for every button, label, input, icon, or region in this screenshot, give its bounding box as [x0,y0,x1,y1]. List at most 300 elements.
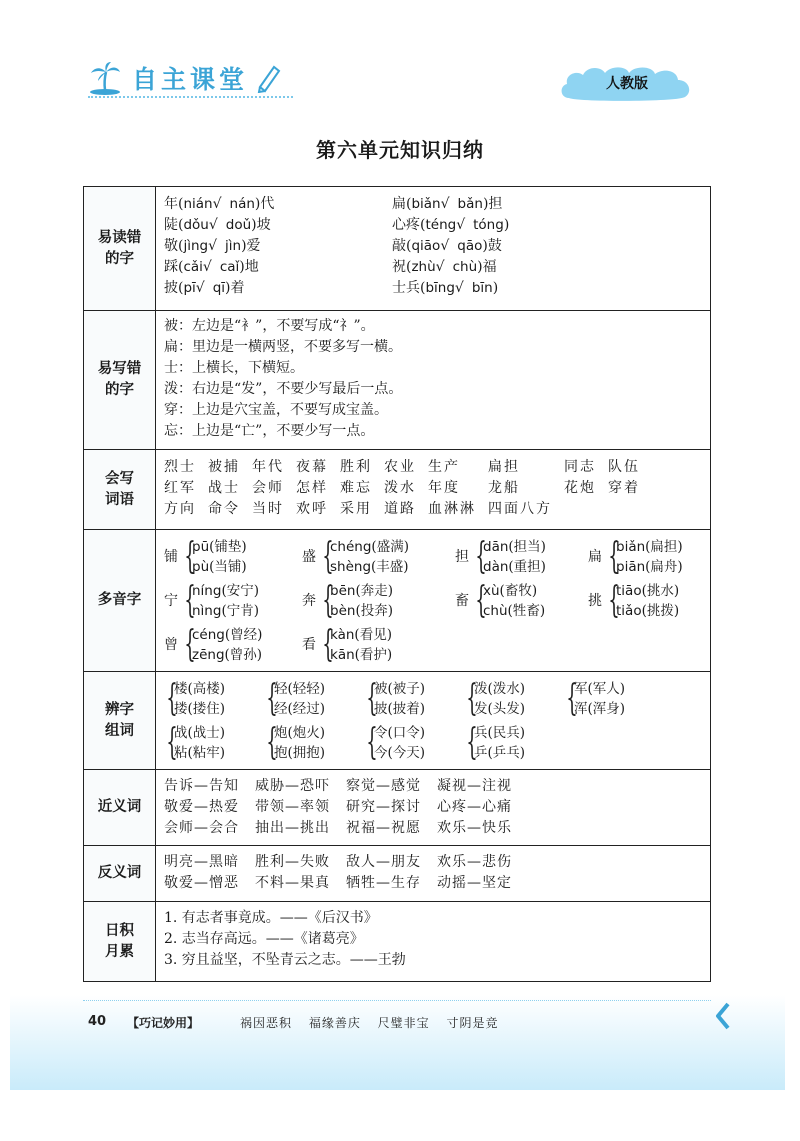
header-divider [88,96,293,98]
suffix: )担 [482,196,503,212]
synonym-pair: 带领—率领 [255,799,330,815]
word-item: 怎样 [296,480,328,496]
distinguish-item [364,722,464,764]
reading-pair [330,625,392,665]
pinyin: shèng [330,559,372,575]
distinguish-item [264,678,364,720]
poly-char: 挑 [588,592,602,609]
edition-label: 人教版 [606,76,648,92]
row-polyphonic [84,530,710,672]
word-pair [474,723,525,763]
pronunciation-item [392,236,652,257]
poly-char: 扁 [588,548,602,565]
brace-icon: { [266,722,278,763]
pinyin: dàn [483,559,509,575]
word-item: 夜幕 [296,459,328,475]
row-label: 反义词 [84,846,156,901]
pronunciation-item [164,194,392,215]
row-easy-misread [84,187,710,311]
synonym-pair: 祝福—祝愿 [346,820,421,836]
word-item: 难忘 [340,480,372,496]
synonym-pair: 研究—探讨 [346,799,421,815]
footer-label: 【巧记妙用】 [127,1016,200,1030]
row-content [156,672,710,769]
brace-icon: { [322,624,334,665]
reading-line [330,601,393,621]
wrong-pinyin: tóng [473,217,504,233]
wrong-pinyin: bǎn [457,196,483,212]
brace-icon: { [184,536,196,577]
reading-line [330,581,393,601]
reading-pair [616,537,683,577]
suffix: ) [503,217,510,233]
wrong-pinyin: jìn [225,238,242,254]
pronunciation-item [164,278,392,299]
polyphonic-item [455,580,588,622]
text-line: 泼：右边是“发”，不要少写最后一点。 [164,381,403,397]
word-item: 花炮 [564,480,596,496]
word-item: 会师 [252,480,284,496]
pinyin: nìng [192,603,222,619]
row-content [156,846,710,901]
correct-pinyin: pī [183,280,196,296]
brace-icon: { [366,678,378,719]
row-words [84,450,710,530]
row-easy-miswrite [84,311,710,450]
word-item: 泼水 [384,480,416,496]
word-item: 血淋淋 [428,501,476,517]
words-grid [164,457,702,520]
example-word: (看护) [354,647,393,663]
reading-line [483,601,545,621]
word-item: 被捕 [208,459,240,475]
word-item: 四面八方 [488,501,552,517]
pronunciation-item [164,257,392,278]
suffix: )爱 [241,238,261,254]
word-pair [474,679,525,719]
brace-icon: { [366,722,378,763]
row-content [156,187,710,310]
word: 搂(搂住) [174,701,226,717]
example-word: (曾孙) [224,647,263,663]
correct-pinyin: téng [425,217,457,233]
text-line: 扁：里边是一横两竖，不要多写一横。 [164,339,402,355]
example-word: (挑拨) [641,603,680,619]
correct-pinyin: jìng [183,238,209,254]
pinyin: kān [330,647,355,663]
word-item: 道路 [384,501,416,517]
word: 经(经过) [274,701,326,717]
row-label: 日积月累 [84,902,156,981]
word-pair [174,679,225,719]
polyphonic-item [164,536,302,578]
pronunciation-item [392,278,652,299]
word: 发(头发) [474,701,526,717]
example-word: (投奔) [355,603,393,619]
antonym-pair: 敌人—朋友 [346,854,421,870]
check-icon: √ [440,238,450,254]
polyphonic-item [164,580,302,622]
text-line: 被：左边是“衤”，不要写成“礻”。 [164,318,375,334]
antonym-pair: 胜利—失败 [255,854,330,870]
word-item: 扁担 [488,459,520,475]
reading-line [483,537,546,557]
char: 敲( [392,238,412,254]
example-word: (畜牧) [499,583,538,599]
example-word: (奔走) [355,583,393,599]
text-line: 3. 穷且益坚，不坠青云之志。——王勃 [164,952,406,968]
reading-line [483,557,546,577]
word-pair [174,723,225,763]
polyphonic-item [455,536,588,578]
antonym-pair: 欢乐—悲伤 [437,854,512,870]
word-item: 年度 [428,480,460,496]
polyphonic-grid [164,534,702,666]
footer-proverbs: 祸因恶积 福缘善庆 尺璧非宝 寸阴是竞 [240,1016,499,1030]
synonyms-grid [164,776,702,839]
polyphonic-item [588,580,698,622]
check-icon: √ [195,280,205,296]
word: 轻(轻轻) [274,681,326,697]
polyphonic-item [302,536,455,578]
char: 敬( [164,238,184,254]
wrong-pinyin: bīn [471,280,493,296]
reading-line [192,537,247,557]
pinyin: biǎn [616,539,646,555]
word: 被(被子) [374,681,426,697]
palm-tree-icon [88,60,122,96]
text-line: 士：上横长，下横短。 [164,360,304,376]
brace-icon: { [608,536,620,577]
pronunciation-item [392,194,652,215]
page-title: 第六单元知识归纳 [316,138,484,162]
pinyin: pū [192,539,210,555]
poly-char: 奔 [302,592,316,609]
wrong-pinyin: chù [452,259,478,275]
text-line: 2. 志当存高远。——《诸葛亮》 [164,931,364,947]
brace-icon: { [184,580,196,621]
pinyin: chù [483,603,508,619]
word-item: 农业 [384,459,416,475]
example-word: (曾经) [224,627,263,643]
footer-wave [10,995,785,1090]
word-pair [374,679,425,719]
suffix: )福 [477,259,497,275]
word-item: 命令 [208,501,240,517]
synonym-pair: 欢乐—快乐 [437,820,512,836]
char: 踩( [164,259,184,275]
suffix: )坡 [251,217,271,233]
char: 祝( [392,259,412,275]
reading-pair [330,537,409,577]
example-word: (挑水) [641,583,680,599]
synonym-pair: 敬爱—热爱 [164,799,239,815]
brace-icon: { [322,580,334,621]
reading-pair [616,581,679,621]
row-content [156,770,710,845]
brace-icon: { [266,678,278,719]
brand-title: 自主课堂 [132,65,249,94]
correct-pinyin: biǎn [411,196,441,212]
correct-pinyin: nián [183,196,213,212]
distinguish-item [564,678,664,720]
reading-pair [483,537,546,577]
brace-icon: { [466,678,478,719]
text-line: 忘：上边是“亡”，不要少写一点。 [164,423,375,439]
check-icon: √ [435,259,445,275]
row-daily [84,902,710,981]
row-label: 辨字组词 [84,672,156,769]
text-line: 1. 有志者事竟成。——《后汉书》 [164,910,378,926]
suffix: )代 [254,196,275,212]
text-line: 穿：上边是穴宝盖，不要写成宝盖。 [164,402,388,418]
word-pair [274,679,325,719]
word: 披(披着) [374,701,426,717]
word: 粘(粘牢) [174,745,226,761]
check-icon: √ [208,217,218,233]
poly-char: 看 [302,636,316,653]
word: 军(军人) [574,681,626,697]
example-word: (牲畜) [507,603,546,619]
word-item: 队伍 [608,459,640,475]
pinyin: dān [483,539,509,555]
word-item: 生产 [428,459,460,475]
word-item: 采用 [340,501,372,517]
word-pair [274,723,325,763]
word-pair [574,679,625,719]
pronunciation-item [164,236,392,257]
reading-pair [330,581,393,621]
pinyin: pù [192,559,210,575]
reading-line [616,581,679,601]
row-content [156,311,710,449]
char: 扁( [392,196,412,212]
row-label: 多音字 [84,530,156,671]
antonym-pair: 不料—果真 [255,875,330,891]
antonym-pair: 牺牲—生存 [346,875,421,891]
row-label: 易写错的字 [84,311,156,449]
synonym-pair: 抽出—挑出 [255,820,330,836]
example-word: (扁舟) [645,559,683,575]
brand [88,58,282,98]
wrong-pinyin: nán [229,196,255,212]
pinyin: kàn [330,627,355,643]
reading-line [192,581,259,601]
word-item: 胜利 [340,459,372,475]
char: 披( [164,280,184,296]
brace-icon: { [166,678,178,719]
pinyin: zēng [192,647,225,663]
reading-pair [192,625,262,665]
antonym-pair: 敬爱—憎恶 [164,875,239,891]
word-item: 欢呼 [296,501,328,517]
synonym-pair: 心疼—心痛 [437,799,512,815]
pinyin: bèn [330,603,356,619]
pronunciation-item [164,215,392,236]
example-word: (丰盛) [371,559,409,575]
poly-char: 盛 [302,548,316,565]
word-item: 方向 [164,501,196,517]
distinguish-grid [164,676,702,764]
page-number: 40 [88,1014,107,1029]
word: 炮(炮火) [274,725,326,741]
word: 兵(民兵) [474,725,526,741]
word: 泼(泼水) [474,681,526,697]
row-label: 近义词 [84,770,156,845]
pinyin: níng [192,583,222,599]
distinguish-item [464,722,564,764]
pinyin: piān [616,559,646,575]
row-synonyms [84,770,710,846]
distinguish-item [264,722,364,764]
chevron-left-icon[interactable] [715,1002,731,1030]
reading-line [330,625,392,645]
wrong-pinyin: caǐ [219,259,240,275]
synonym-pair: 凝视—注视 [437,778,512,794]
correct-pinyin: qiāo [411,238,441,254]
reading-line [616,557,683,577]
check-icon: √ [208,238,218,254]
synonym-pair: 告诉—告知 [164,778,239,794]
word: 楼(高楼) [174,681,226,697]
brace-icon: { [466,722,478,763]
poly-char: 曾 [164,636,178,653]
suffix: )鼓 [482,238,502,254]
word: 浑(浑身) [574,701,626,717]
antonyms-grid [164,852,702,894]
antonym-pair: 动摇—坚定 [437,875,512,891]
synonym-pair: 威胁—恐吓 [255,778,330,794]
example-word: (安宁) [221,583,259,599]
word-item: 穿着 [608,480,640,496]
distinguish-item [164,722,264,764]
distinguish-item [164,678,264,720]
footer-divider [83,1000,711,1001]
brace-icon: { [608,580,620,621]
brace-icon: { [475,536,487,577]
suffix: ) [492,280,499,296]
poly-char: 畜 [455,592,469,609]
pinyin: xù [483,583,500,599]
word: 令(口令) [374,725,426,741]
word-item: 同志 [564,459,596,475]
reading-line [192,645,262,665]
correct-pinyin: bīng [425,280,455,296]
correct-pinyin: dǒu [183,217,209,233]
pronunciation-grid [164,194,702,299]
poly-char: 铺 [164,548,178,565]
word: 乒(乒乓) [474,745,526,761]
row-content [156,530,710,671]
pinyin: chéng [330,539,372,555]
distinguish-item [364,678,464,720]
check-icon: √ [202,259,212,275]
reading-line [483,581,545,601]
reading-line [330,557,409,577]
wrong-pinyin: qī [212,280,226,296]
wrong-pinyin: doǔ [225,217,252,233]
pinyin: tiāo [616,583,642,599]
polyphonic-item [588,536,698,578]
word: 战(战士) [174,725,226,741]
suffix: )地 [239,259,259,275]
wrong-pinyin: qāo [457,238,483,254]
check-icon: √ [440,196,450,212]
row-content [156,450,710,529]
word-item: 烈士 [164,459,196,475]
row-antonyms [84,846,710,902]
word: 今(今天) [374,745,426,761]
example-word: (铺垫) [209,539,247,555]
example-word: (扁担) [645,539,683,555]
reading-line [192,557,247,577]
distinguish-item [464,678,564,720]
pinyin: céng [192,627,225,643]
synonym-pair: 察觉—感觉 [346,778,421,794]
polyphonic-item [302,624,455,666]
example-word: (宁肯) [221,603,259,619]
knowledge-table [83,186,711,982]
word-item: 红军 [164,480,196,496]
antonym-pair: 明亮—黑暗 [164,854,239,870]
poly-char: 宁 [164,592,178,609]
word: 抱(拥抱) [274,745,326,761]
row-label: 会写词语 [84,450,156,529]
reading-line [192,625,262,645]
brace-icon: { [566,678,578,719]
pinyin: bēn [330,583,356,599]
check-icon: √ [456,217,466,233]
brace-icon: { [475,580,487,621]
word-item: 当时 [252,501,284,517]
word-item: 龙船 [488,480,520,496]
example-word: (盛满) [371,539,409,555]
row-content [156,902,710,981]
reading-pair [192,581,259,621]
reading-line [616,537,683,557]
row-distinguish [84,672,710,770]
example-word: (看见) [354,627,392,643]
pinyin: tiǎo [616,603,642,619]
char: 陡( [164,217,184,233]
reading-line [192,601,259,621]
synonym-pair: 会师—会合 [164,820,239,836]
check-icon: √ [454,280,464,296]
correct-pinyin: zhù [411,259,436,275]
polyphonic-item [302,580,455,622]
reading-pair [192,537,247,577]
reading-line [330,645,392,665]
pronunciation-item [392,257,652,278]
polyphonic-item [164,624,302,666]
reading-line [330,537,409,557]
brace-icon: { [166,722,178,763]
pencil-icon [254,63,282,93]
correct-pinyin: cǎi [183,259,203,275]
word-item: 战士 [208,480,240,496]
char: 士兵( [392,280,426,296]
suffix: )着 [225,280,245,296]
word-item: 年代 [252,459,284,475]
pronunciation-item [392,215,652,236]
example-word: (重担) [508,559,546,575]
char: 心疼( [392,217,426,233]
check-icon: √ [212,196,222,212]
example-word: (当铺) [209,559,247,575]
word-pair [374,723,425,763]
reading-pair [483,581,545,621]
example-word: (担当) [508,539,546,555]
